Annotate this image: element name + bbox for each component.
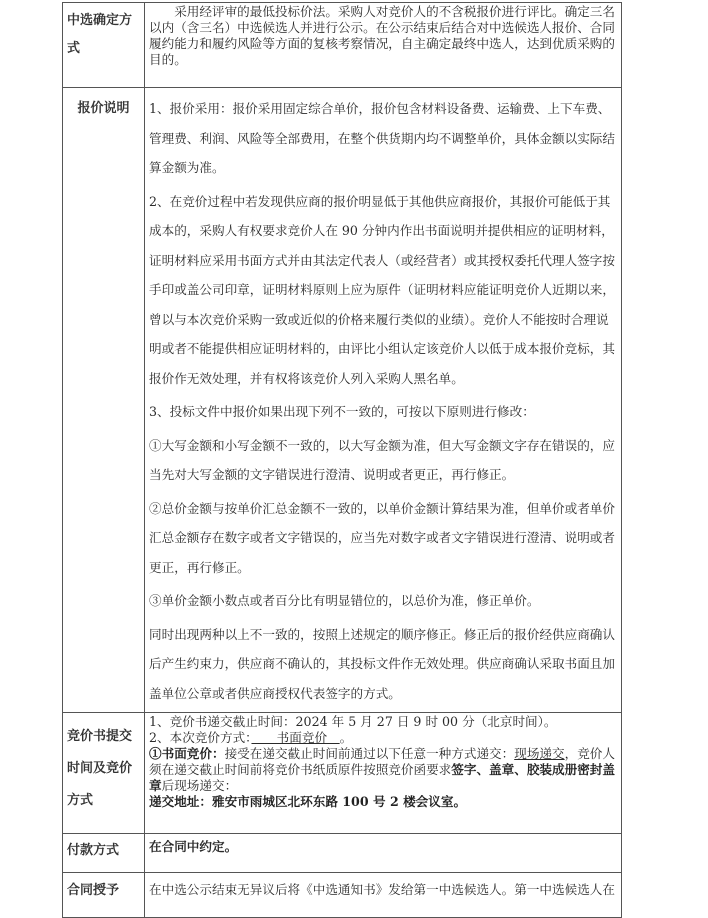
written-bid-requirements: 签字、盖章、胶装成册密封盖章 bbox=[149, 762, 615, 793]
address-text: 递交地址：雅安市雨城区北环东路 100 号 2 楼会议室。 bbox=[149, 794, 467, 809]
written-bid-text: 接受在递交截止时间前通过以下任意一种方式递交： bbox=[224, 746, 515, 761]
written-bid-text: ，竞价人须在递交截止时间前将竞价书纸质原件按照竞价函要求 bbox=[149, 746, 615, 777]
quotation-notes-text bbox=[145, 88, 622, 713]
written-bid-title: ①书面竞价： bbox=[149, 746, 225, 761]
written-bid-paragraph bbox=[149, 746, 617, 794]
quotation-paragraph: ③单价金额小数点或者百分比有明显错位的，以总价为准，修正单价。 bbox=[149, 593, 540, 608]
row-selection-method bbox=[63, 3, 622, 88]
method-value: 书面竞价 bbox=[251, 730, 340, 745]
method-suffix: 。 bbox=[339, 730, 353, 745]
quotation-paragraph: 3、投标文件中报价如果出现下列不一致的，可按以下原则进行修改： bbox=[149, 404, 535, 419]
label-submission: 竞价书提交时间及竞价方式 bbox=[63, 713, 145, 834]
label-payment: 付款方式 bbox=[63, 834, 145, 873]
written-bid-text: 后现场递交： bbox=[161, 778, 238, 793]
quotation-paragraph: 同时出现两种以上不一致的，按照上述规定的顺序修正。修正后的报价经供应商确认后产生约束力，供应商不确认的，其投标文件作无效处理。供应商确认采取书面且加盖单位公章或者供应商授权代表签字的方式。 bbox=[149, 626, 615, 701]
method-prefix: 2、本次竞价方式： bbox=[149, 730, 252, 745]
submission-text bbox=[145, 713, 622, 834]
contract-award-text: 在中选公示结束无异议后将《中选通知书》发给第一中选候选人。第一中选候选人在 bbox=[145, 873, 622, 918]
submission-address bbox=[149, 794, 617, 810]
selection-method-text: 采用经评审的最低投标价法。采购人对竞价人的不含税报价进行评比。确定三名以内（含三名）中选候选人并进行公示。在公示结束后结合对中选候选人报价、合同履约能力和履约风险等方面的复核考察情况，自主确定最终中选人，达到优质采购的目的。 bbox=[145, 3, 622, 88]
payment-text: 在合同中约定。 bbox=[145, 834, 622, 873]
label-quotation-notes: 报价说明 bbox=[63, 88, 145, 713]
row-quotation-notes bbox=[63, 88, 622, 713]
method-line bbox=[149, 730, 617, 746]
bidding-terms-table bbox=[62, 2, 622, 918]
row-payment bbox=[63, 834, 622, 873]
quotation-paragraph: ②总价金额与按单价汇总金额不一致的，以单价金额计算结果为准，但单价或者单价汇总金额存在数字或者文字错误的，应当先对数字或者文字错误进行澄清、说明或者更正，再行修正。 bbox=[149, 500, 615, 575]
deadline-line: 1、竞价书递交截止时间：2024 年 5 月 27 日 9 时 00 分（北京时间）。 bbox=[149, 714, 557, 729]
onsite-submission: 现场递交 bbox=[514, 746, 565, 761]
row-contract-award bbox=[63, 873, 622, 918]
label-contract-award: 合同授予 bbox=[63, 873, 145, 918]
row-submission bbox=[63, 713, 622, 834]
label-selection-method: 中选确定方式 bbox=[63, 3, 145, 88]
quotation-paragraph: ①大写金额和小写金额不一致的，以大写金额为准，但大写金额文字存在错误的，应当先对大写金额的文字错误进行澄清、说明或者更正，再行修正。 bbox=[149, 437, 615, 482]
quotation-paragraph: 1、报价采用：报价采用固定综合单价，报价包含材料设备费、运输费、上下车费、管理费、利润、风险等全部费用，在整个供货期内均不调整单价，具体金额以实际结算金额为准。 bbox=[149, 101, 615, 175]
quotation-paragraph: 2、在竞价过程中若发现供应商的报价明显低于其他供应商报价，其报价可能低于其成本的，采购人有权要求竞价人在 90 分钟内作出书面说明并提供相应的证明材料，证明材料应采用书面方式并由其法定代表人（或经营者）或其授权委托代理人签字按手印或盖公司印章，证明材料原则上应为原件（证明材料应能证明竞价人近期以来，曾以与本次竞价采购一致或近似的价格来履行类似的业绩）。竞价人不能按时合理说明或者不能提供相应证明材料的，由评比小组认定该竞价人以低于成本报价竞标，其报价作无效处理，并有权将该竞价人列入采购人黑名单。 bbox=[149, 193, 615, 386]
